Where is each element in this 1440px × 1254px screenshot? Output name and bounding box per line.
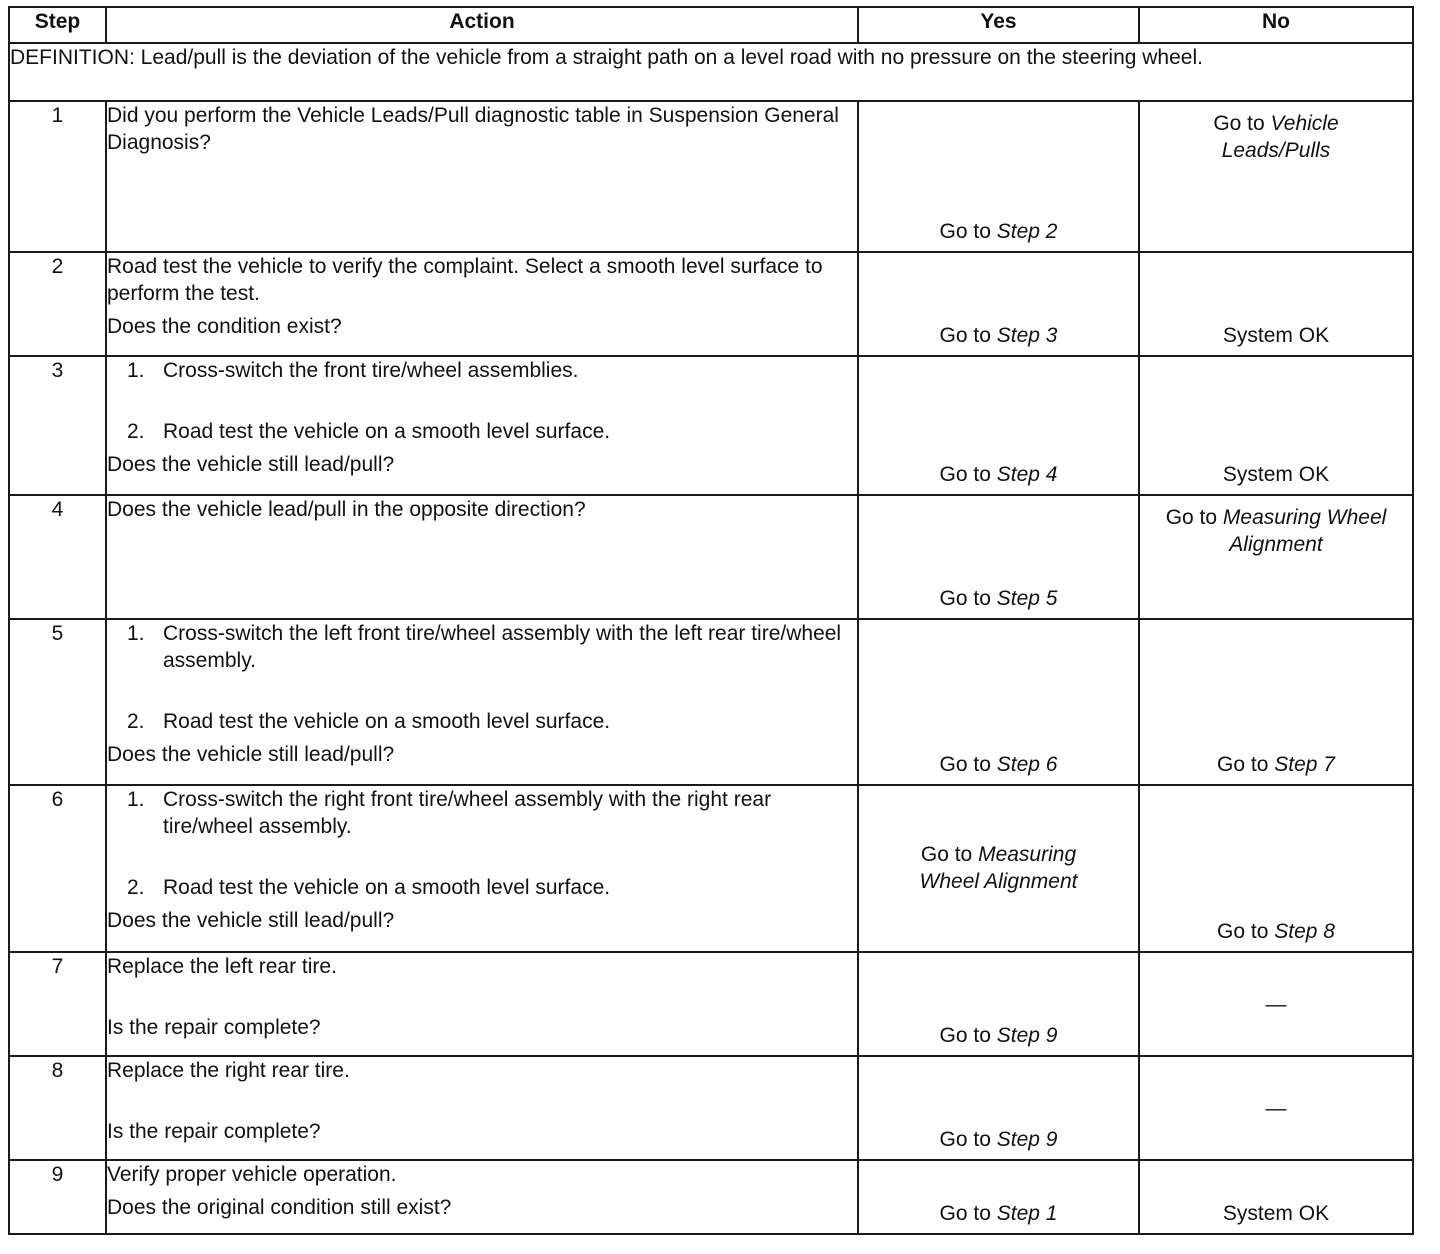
action-steps — [107, 620, 857, 735]
action-text: Did you perform the Vehicle Leads/Pull diagnostic table in Suspension General Diagnosis? — [107, 104, 839, 154]
no-result: System OK — [1222, 1202, 1330, 1225]
no-cell — [1139, 785, 1413, 952]
yes-cell — [858, 952, 1139, 1056]
action-cell — [106, 1056, 858, 1160]
no-cell — [1139, 252, 1413, 356]
action-step-item: 2. Road test the vehicle on a smooth level surface. — [127, 876, 611, 899]
goto-prefix: Go to — [939, 587, 991, 610]
action-cell — [106, 356, 858, 495]
action-cell — [106, 619, 858, 785]
no-goto[interactable] — [1140, 751, 1412, 782]
goto-link[interactable]: Step 3 — [996, 324, 1058, 347]
action-text: Road test the vehicle to verify the complaint. Select a smooth level surface to perform the test. — [107, 255, 823, 305]
step-number: 2 — [9, 252, 106, 356]
goto-prefix: Go to — [1213, 112, 1265, 135]
action-step-item: 1. Cross-switch the right front tire/wheel assembly with the right rear tire/wheel assembly. — [127, 788, 772, 838]
step-number: 7 — [9, 952, 106, 1056]
no-result: System OK — [1222, 324, 1330, 347]
goto-prefix: Go to — [939, 324, 991, 347]
step-number: 6 — [9, 785, 106, 952]
action-question: Does the condition exist? — [107, 315, 342, 338]
table-row — [9, 252, 1413, 356]
goto-prefix: Go to — [939, 1128, 991, 1151]
step-number: 9 — [9, 1160, 106, 1234]
action-text: Verify proper vehicle operation. — [107, 1163, 397, 1186]
yes-cell — [858, 356, 1139, 495]
action-steps — [107, 357, 857, 445]
yes-goto[interactable] — [859, 1200, 1138, 1231]
table-row — [9, 1160, 1413, 1234]
no-cell — [1139, 1160, 1413, 1234]
table-row — [9, 101, 1413, 252]
no-cell — [1139, 101, 1413, 252]
table-row — [9, 356, 1413, 495]
header-row — [9, 7, 1413, 43]
yes-goto[interactable] — [859, 751, 1138, 782]
action-question: Is the repair complete? — [107, 1120, 321, 1143]
yes-cell — [858, 495, 1139, 619]
action-step-item: 2. Road test the vehicle on a smooth level surface. — [127, 420, 611, 443]
goto-link[interactable]: Step 6 — [996, 753, 1058, 776]
action-cell — [106, 1160, 858, 1234]
action-question: Does the vehicle still lead/pull? — [107, 453, 395, 476]
yes-cell — [858, 101, 1139, 252]
action-steps — [107, 786, 857, 901]
no-result: System OK — [1222, 463, 1330, 486]
goto-prefix: Go to — [1217, 920, 1269, 943]
goto-link[interactable]: Step 7 — [1274, 753, 1335, 776]
table-row — [9, 785, 1413, 952]
step-number: 3 — [9, 356, 106, 495]
yes-goto[interactable] — [859, 461, 1138, 492]
goto-link[interactable]: Step 2 — [996, 220, 1058, 243]
goto-link[interactable]: Step 8 — [1274, 920, 1335, 943]
no-goto[interactable] — [1140, 496, 1412, 558]
goto-prefix: Go to — [1165, 506, 1218, 529]
action-text: Replace the right rear tire. — [107, 1059, 350, 1082]
diagnostic-table-sheet — [8, 6, 1412, 1235]
goto-prefix: Go to — [939, 1024, 991, 1047]
header-step: Step — [9, 7, 106, 43]
step-number: 1 — [9, 101, 106, 252]
action-question: Does the original condition still exist? — [107, 1196, 452, 1219]
goto-link[interactable]: Step 9 — [996, 1128, 1058, 1151]
step-number: 5 — [9, 619, 106, 785]
table-row — [9, 952, 1413, 1056]
action-cell — [106, 495, 858, 619]
yes-cell — [858, 1056, 1139, 1160]
goto-link[interactable]: Step 4 — [996, 463, 1058, 486]
step-number: 8 — [9, 1056, 106, 1160]
goto-prefix: Go to — [939, 753, 991, 776]
action-text: Does the vehicle lead/pull in the opposite direction? — [107, 498, 586, 521]
yes-goto[interactable] — [859, 1126, 1138, 1157]
no-cell — [1139, 952, 1413, 1056]
action-cell — [106, 785, 858, 952]
yes-goto[interactable] — [859, 841, 1138, 895]
definition-text: DEFINITION: Lead/pull is the deviation of the vehicle from a straight path on a level road with no pressure on the steering wheel. — [9, 43, 1413, 101]
goto-link[interactable]: Step 1 — [996, 1202, 1058, 1225]
goto-prefix: Go to — [1217, 753, 1269, 776]
header-no: No — [1139, 7, 1413, 43]
action-text: Replace the left rear tire. — [107, 955, 337, 978]
action-cell — [106, 101, 858, 252]
goto-link[interactable]: Step 5 — [996, 587, 1058, 610]
goto-link[interactable]: Measuring Wheel Alignment — [919, 842, 1078, 893]
action-question: Does the vehicle still lead/pull? — [107, 909, 395, 932]
yes-goto[interactable] — [859, 585, 1138, 616]
table-row — [9, 1056, 1413, 1160]
diagnostic-table — [8, 6, 1414, 1235]
action-question: Is the repair complete? — [107, 1016, 321, 1039]
table-row — [9, 495, 1413, 619]
action-step-item: 1. Cross-switch the left front tire/wheel assembly with the left rear tire/wheel assembly. — [127, 622, 842, 672]
no-goto[interactable] — [1140, 918, 1412, 949]
header-action: Action — [106, 7, 858, 43]
goto-link[interactable]: Measuring Wheel Alignment — [1222, 506, 1387, 556]
no-result: — — [1265, 1096, 1287, 1120]
goto-prefix: Go to — [939, 220, 991, 243]
no-goto[interactable] — [1140, 102, 1412, 164]
no-cell — [1139, 356, 1413, 495]
yes-cell — [858, 252, 1139, 356]
yes-goto[interactable] — [859, 322, 1138, 353]
goto-link[interactable]: Step 9 — [996, 1024, 1058, 1047]
yes-cell — [858, 1160, 1139, 1234]
goto-prefix: Go to — [939, 1202, 991, 1225]
no-result: — — [1265, 992, 1287, 1016]
goto-prefix: Go to — [920, 842, 973, 866]
goto-link[interactable]: Vehicle Leads/Pulls — [1221, 112, 1339, 162]
goto-prefix: Go to — [939, 463, 991, 486]
yes-cell — [858, 619, 1139, 785]
action-question: Does the vehicle still lead/pull? — [107, 743, 395, 766]
no-cell — [1139, 619, 1413, 785]
action-step-item: 2. Road test the vehicle on a smooth level surface. — [127, 710, 611, 733]
step-number: 4 — [9, 495, 106, 619]
no-cell — [1139, 495, 1413, 619]
yes-cell — [858, 785, 1139, 952]
header-yes: Yes — [858, 7, 1139, 43]
yes-goto[interactable] — [859, 1022, 1138, 1053]
action-cell — [106, 952, 858, 1056]
yes-goto[interactable] — [859, 218, 1138, 249]
action-step-item: 1. Cross-switch the front tire/wheel assemblies. — [127, 359, 579, 382]
action-cell — [106, 252, 858, 356]
no-cell — [1139, 1056, 1413, 1160]
table-row — [9, 619, 1413, 785]
definition-row — [9, 43, 1413, 101]
